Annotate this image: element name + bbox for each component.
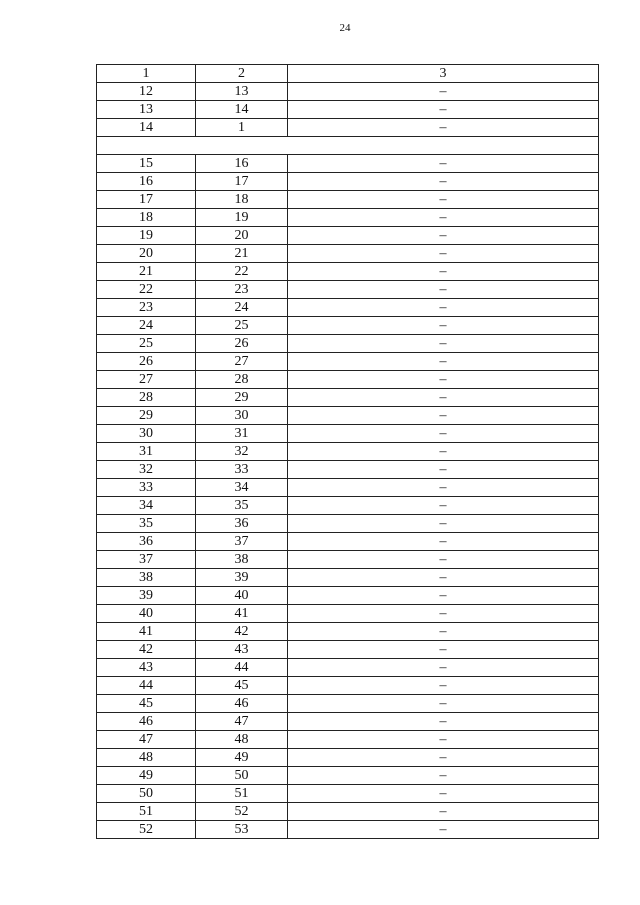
table-cell-col3: –	[288, 245, 599, 263]
table-cell-col2: 30	[196, 407, 288, 425]
table-cell-col3: –	[288, 659, 599, 677]
table-cell-col3: –	[288, 767, 599, 785]
table-row	[97, 371, 599, 389]
table-cell-col1: 20	[97, 245, 196, 263]
table-row	[97, 245, 599, 263]
table-row	[97, 191, 599, 209]
header-cell-2: 2	[196, 65, 288, 83]
table-cell-col2: 24	[196, 299, 288, 317]
table-header-row	[97, 65, 599, 83]
table-cell-col1: 38	[97, 569, 196, 587]
table-cell-col1: 45	[97, 695, 196, 713]
table-cell-col1: 40	[97, 605, 196, 623]
table-cell-col3: –	[288, 317, 599, 335]
table-cell-col1: 16	[97, 173, 196, 191]
table-row	[97, 443, 599, 461]
table-row	[97, 677, 599, 695]
table-cell-col2: 29	[196, 389, 288, 407]
table-row	[97, 515, 599, 533]
table-row	[97, 155, 599, 173]
table-cell-col1: 14	[97, 119, 196, 137]
table-row	[97, 119, 599, 137]
table-cell-col1: 47	[97, 731, 196, 749]
table-cell-col3: –	[288, 479, 599, 497]
table-cell-col1: 13	[97, 101, 196, 119]
table-cell-col3: –	[288, 335, 599, 353]
table-row	[97, 299, 599, 317]
table-cell-col3: –	[288, 515, 599, 533]
table-cell-col3: –	[288, 533, 599, 551]
table-row	[97, 335, 599, 353]
table-cell-col2: 48	[196, 731, 288, 749]
table-cell-col2: 13	[196, 83, 288, 101]
table-cell-col2: 22	[196, 263, 288, 281]
table-cell-col2: 25	[196, 317, 288, 335]
table-cell-col3: –	[288, 605, 599, 623]
table-cell-col3: –	[288, 443, 599, 461]
table-row	[97, 281, 599, 299]
table-cell-col3: –	[288, 713, 599, 731]
table-section-gap	[97, 137, 599, 155]
table-cell-col3: –	[288, 587, 599, 605]
table-cell-col3: –	[288, 389, 599, 407]
table-cell-col1: 39	[97, 587, 196, 605]
table-cell-col3: –	[288, 299, 599, 317]
table-cell-col3: –	[288, 371, 599, 389]
table-row	[97, 83, 599, 101]
table-cell-col1: 51	[97, 803, 196, 821]
table-cell-col3: –	[288, 821, 599, 839]
table-row	[97, 767, 599, 785]
table-row	[97, 659, 599, 677]
table-cell-col3: –	[288, 803, 599, 821]
table-cell-col1: 12	[97, 83, 196, 101]
table-row	[97, 461, 599, 479]
table-cell-col3: –	[288, 695, 599, 713]
table-cell-col2: 42	[196, 623, 288, 641]
table-cell-col1: 34	[97, 497, 196, 515]
data-table	[96, 64, 599, 839]
table-cell-col2: 45	[196, 677, 288, 695]
table-cell-col1: 24	[97, 317, 196, 335]
table-cell-col2: 40	[196, 587, 288, 605]
table-cell-col2: 35	[196, 497, 288, 515]
table-cell-col3: –	[288, 749, 599, 767]
table-cell-col1: 30	[97, 425, 196, 443]
table-row	[97, 263, 599, 281]
table-row	[97, 497, 599, 515]
table-row	[97, 713, 599, 731]
table-row	[97, 785, 599, 803]
table-row	[97, 173, 599, 191]
table-cell-col1: 29	[97, 407, 196, 425]
table-cell-col3: –	[288, 731, 599, 749]
table-cell-col3: –	[288, 281, 599, 299]
table-body	[97, 65, 599, 839]
table-cell-col1: 42	[97, 641, 196, 659]
table-row	[97, 587, 599, 605]
table-cell-col2: 46	[196, 695, 288, 713]
page-number: 24	[339, 22, 351, 34]
table-cell-col1: 22	[97, 281, 196, 299]
table-cell-col3: –	[288, 677, 599, 695]
table-row	[97, 479, 599, 497]
table-cell-col1: 25	[97, 335, 196, 353]
table-cell-col2: 37	[196, 533, 288, 551]
table-cell-col1: 19	[97, 227, 196, 245]
table-row	[97, 533, 599, 551]
table-cell-col2: 49	[196, 749, 288, 767]
table-cell-col2: 38	[196, 551, 288, 569]
section-gap-cell	[97, 137, 599, 155]
table-cell-col1: 41	[97, 623, 196, 641]
table-cell-col2: 41	[196, 605, 288, 623]
table-cell-col1: 23	[97, 299, 196, 317]
table-cell-col2: 39	[196, 569, 288, 587]
table-cell-col3: –	[288, 155, 599, 173]
table-cell-col2: 18	[196, 191, 288, 209]
table-cell-col2: 32	[196, 443, 288, 461]
table-cell-col1: 48	[97, 749, 196, 767]
table-row	[97, 749, 599, 767]
table-cell-col2: 27	[196, 353, 288, 371]
header-cell-1: 1	[97, 65, 196, 83]
table-cell-col3: –	[288, 569, 599, 587]
table-row	[97, 101, 599, 119]
table-cell-col3: –	[288, 641, 599, 659]
table-row	[97, 551, 599, 569]
table-cell-col2: 1	[196, 119, 288, 137]
table-cell-col1: 28	[97, 389, 196, 407]
table-cell-col1: 46	[97, 713, 196, 731]
table-cell-col3: –	[288, 227, 599, 245]
table-cell-col3: –	[288, 83, 599, 101]
table-cell-col3: –	[288, 191, 599, 209]
table-row	[97, 641, 599, 659]
table-cell-col2: 14	[196, 101, 288, 119]
table-cell-col2: 17	[196, 173, 288, 191]
table-cell-col1: 44	[97, 677, 196, 695]
table-cell-col3: –	[288, 785, 599, 803]
table-row	[97, 227, 599, 245]
table-cell-col2: 28	[196, 371, 288, 389]
table-cell-col2: 19	[196, 209, 288, 227]
table-row	[97, 821, 599, 839]
table-row	[97, 353, 599, 371]
table-cell-col1: 21	[97, 263, 196, 281]
header-cell-3: 3	[288, 65, 599, 83]
table-cell-col3: –	[288, 407, 599, 425]
table-cell-col3: –	[288, 209, 599, 227]
table-cell-col2: 31	[196, 425, 288, 443]
table-cell-col1: 33	[97, 479, 196, 497]
table-cell-col2: 20	[196, 227, 288, 245]
table-cell-col3: –	[288, 551, 599, 569]
table-cell-col1: 31	[97, 443, 196, 461]
table-cell-col1: 26	[97, 353, 196, 371]
table-cell-col2: 51	[196, 785, 288, 803]
table-row	[97, 623, 599, 641]
table-cell-col1: 32	[97, 461, 196, 479]
table-row	[97, 605, 599, 623]
table-cell-col1: 18	[97, 209, 196, 227]
table-cell-col2: 53	[196, 821, 288, 839]
table-cell-col2: 26	[196, 335, 288, 353]
table-row	[97, 803, 599, 821]
table-row	[97, 425, 599, 443]
table-cell-col2: 50	[196, 767, 288, 785]
table-cell-col1: 27	[97, 371, 196, 389]
table-cell-col2: 21	[196, 245, 288, 263]
table-cell-col2: 44	[196, 659, 288, 677]
table-cell-col3: –	[288, 461, 599, 479]
table-cell-col2: 52	[196, 803, 288, 821]
table-cell-col1: 15	[97, 155, 196, 173]
table-cell-col3: –	[288, 119, 599, 137]
table-cell-col2: 47	[196, 713, 288, 731]
table-cell-col1: 36	[97, 533, 196, 551]
table-cell-col2: 43	[196, 641, 288, 659]
table-cell-col2: 16	[196, 155, 288, 173]
table-row	[97, 695, 599, 713]
table-cell-col3: –	[288, 497, 599, 515]
table-row	[97, 209, 599, 227]
table-cell-col1: 43	[97, 659, 196, 677]
table-cell-col3: –	[288, 425, 599, 443]
table-row	[97, 407, 599, 425]
table-cell-col3: –	[288, 173, 599, 191]
table-cell-col2: 34	[196, 479, 288, 497]
table-cell-col2: 36	[196, 515, 288, 533]
table-cell-col1: 49	[97, 767, 196, 785]
table-row	[97, 317, 599, 335]
table-cell-col3: –	[288, 353, 599, 371]
table-cell-col3: –	[288, 263, 599, 281]
table-cell-col1: 35	[97, 515, 196, 533]
table-cell-col2: 23	[196, 281, 288, 299]
table-cell-col1: 52	[97, 821, 196, 839]
table-row	[97, 731, 599, 749]
table-cell-col1: 50	[97, 785, 196, 803]
table-cell-col3: –	[288, 101, 599, 119]
table-cell-col1: 17	[97, 191, 196, 209]
table-row	[97, 389, 599, 407]
table-row	[97, 569, 599, 587]
table-cell-col2: 33	[196, 461, 288, 479]
table-cell-col1: 37	[97, 551, 196, 569]
table-cell-col3: –	[288, 623, 599, 641]
